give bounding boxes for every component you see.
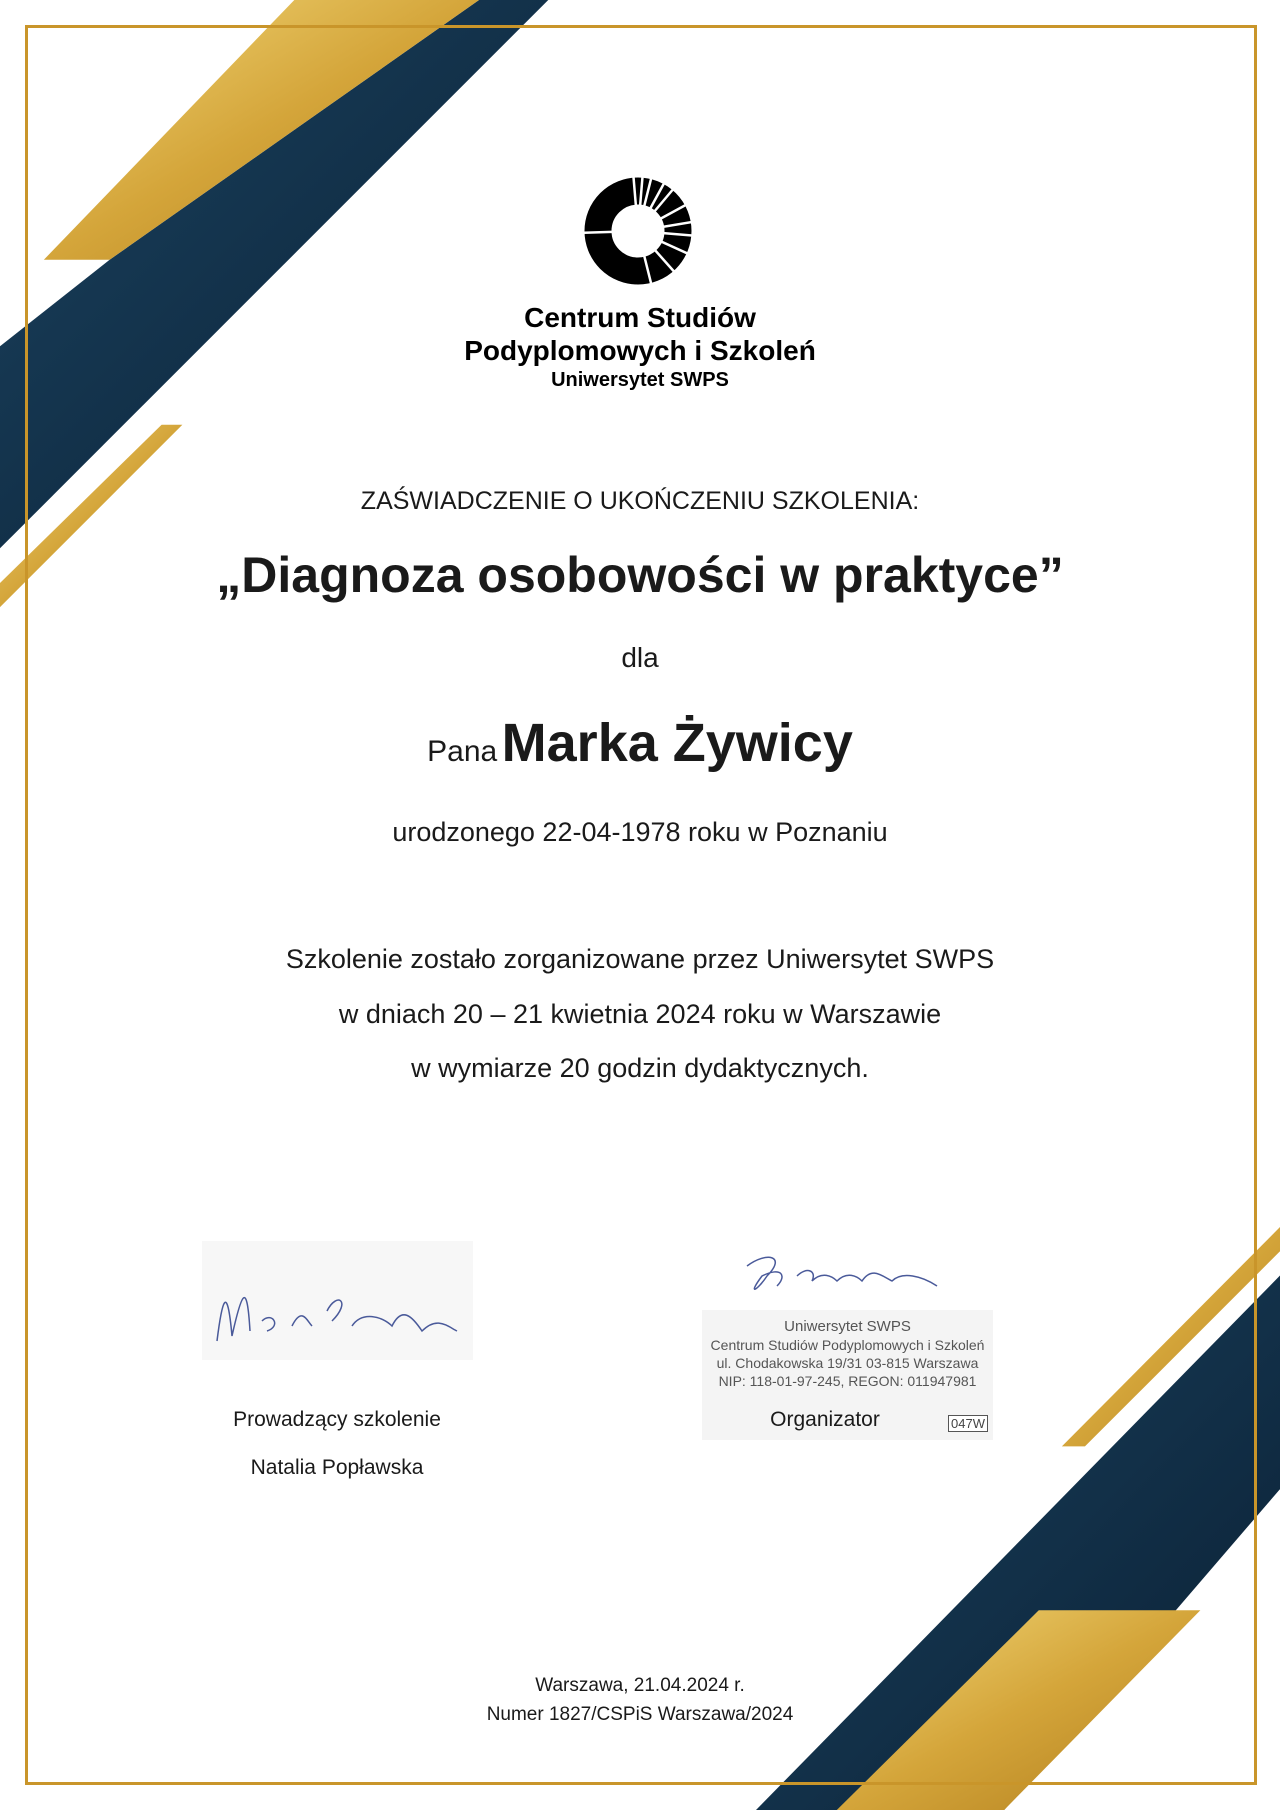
recipient-line [0, 712, 1280, 774]
left-signature [202, 1241, 473, 1360]
stamp-line: Uniwersytet SWPS [784, 1318, 911, 1335]
certificate-heading: ZAŚWIADCZENIE O UKOŃCZENIU SZKOLENIA: [360, 487, 920, 515]
stamp-code: 047W [948, 1415, 988, 1432]
right-signature [727, 1246, 958, 1301]
course-title: „Diagnoza osobowości w praktyce” [216, 547, 1064, 603]
logo-line-1: Centrum Studiów [524, 302, 756, 333]
honorific: Pana [427, 735, 498, 768]
left-signature-name: Natalia Popławska [250, 1456, 424, 1479]
body-line: w dniach 20 – 21 kwietnia 2024 roku w Warszawie [338, 999, 942, 1029]
for-label: dla [621, 642, 659, 673]
logo-line-3: Uniwersytet SWPS [551, 369, 729, 391]
right-signature-role: Organizator [770, 1408, 880, 1431]
stamp-line: ul. Chodakowska 19/31 03-815 Warszawa [716, 1355, 979, 1371]
logo-line-2: Podyplomowych i Szkoleń [464, 335, 816, 366]
signature-image [202, 1241, 473, 1360]
certificate-number: Numer 1827/CSPiS Warszawa/2024 [486, 1704, 794, 1725]
left-signature-role: Prowadzący szkolenie [233, 1408, 441, 1431]
stamp-line: NIP: 118-01-97-245, REGON: 011947981 [718, 1373, 977, 1389]
place-date: Warszawa, 21.04.2024 r. [535, 1675, 745, 1696]
body-line: Szkolenie zostało zorganizowane przez Uniwersytet SWPS [285, 944, 995, 974]
birth-info: urodzonego 22-04-1978 roku w Poznaniu [392, 817, 888, 847]
stamp-line: Centrum Studiów Podyplomowych i Szkoleń [710, 1337, 985, 1353]
body-line: w wymiarze 20 godzin dydaktycznych. [411, 1053, 869, 1083]
recipient-name: Marka Żywicy [501, 713, 853, 773]
swps-logo-icon [584, 177, 692, 285]
gold-frame [25, 25, 1257, 1785]
